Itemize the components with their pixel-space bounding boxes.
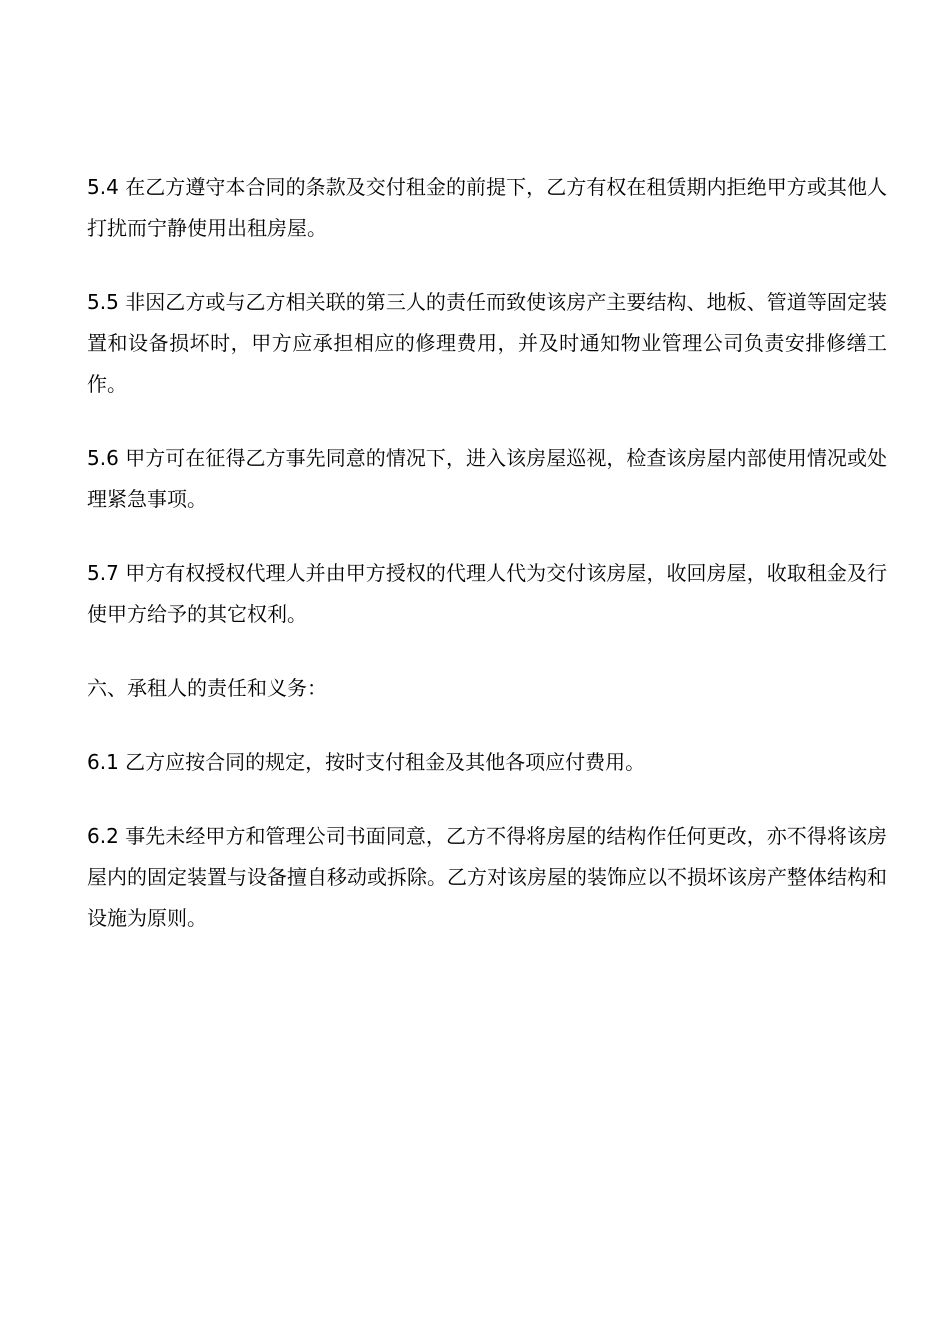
clause-6-1: 6.1 乙方应按合同的规定，按时支付租金及其他各项应付费用。 <box>87 750 646 774</box>
clause-5-4: 5.4 在乙方遵守本合同的条款及交付租金的前提下，乙方有权在租赁期内拒绝甲方或其他人打扰而宁静使用出租房屋。 <box>87 175 887 240</box>
clause-6-2: 6.2 事先未经甲方和管理公司书面同意，乙方不得将房屋的结构作任何更改，亦不得将该房屋内的固定装置与设备擅自移动或拆除。乙方对该房屋的装饰应以不损坏该房产整体结构和设施为原则。 <box>87 824 887 930</box>
clause-5-5: 5.5 非因乙方或与乙方相关联的第三人的责任而致使该房产主要结构、地板、管道等固定装置和设备损坏时，甲方应承担相应的修理费用，并及时通知物业管理公司负责安排修缮工作。 <box>87 290 887 396</box>
clause-5-6: 5.6 甲方可在征得乙方事先同意的情况下，进入该房屋巡视，检查该房屋内部使用情况或处理紧急事项。 <box>87 446 887 511</box>
section-heading-tenant-duties: 六、承租人的责任和义务： <box>87 676 327 700</box>
document-body <box>87 167 887 972</box>
clause-5-7: 5.7 甲方有权授权代理人并由甲方授权的代理人代为交付该房屋，收回房屋，收取租金及行使甲方给予的其它权利。 <box>87 561 887 626</box>
